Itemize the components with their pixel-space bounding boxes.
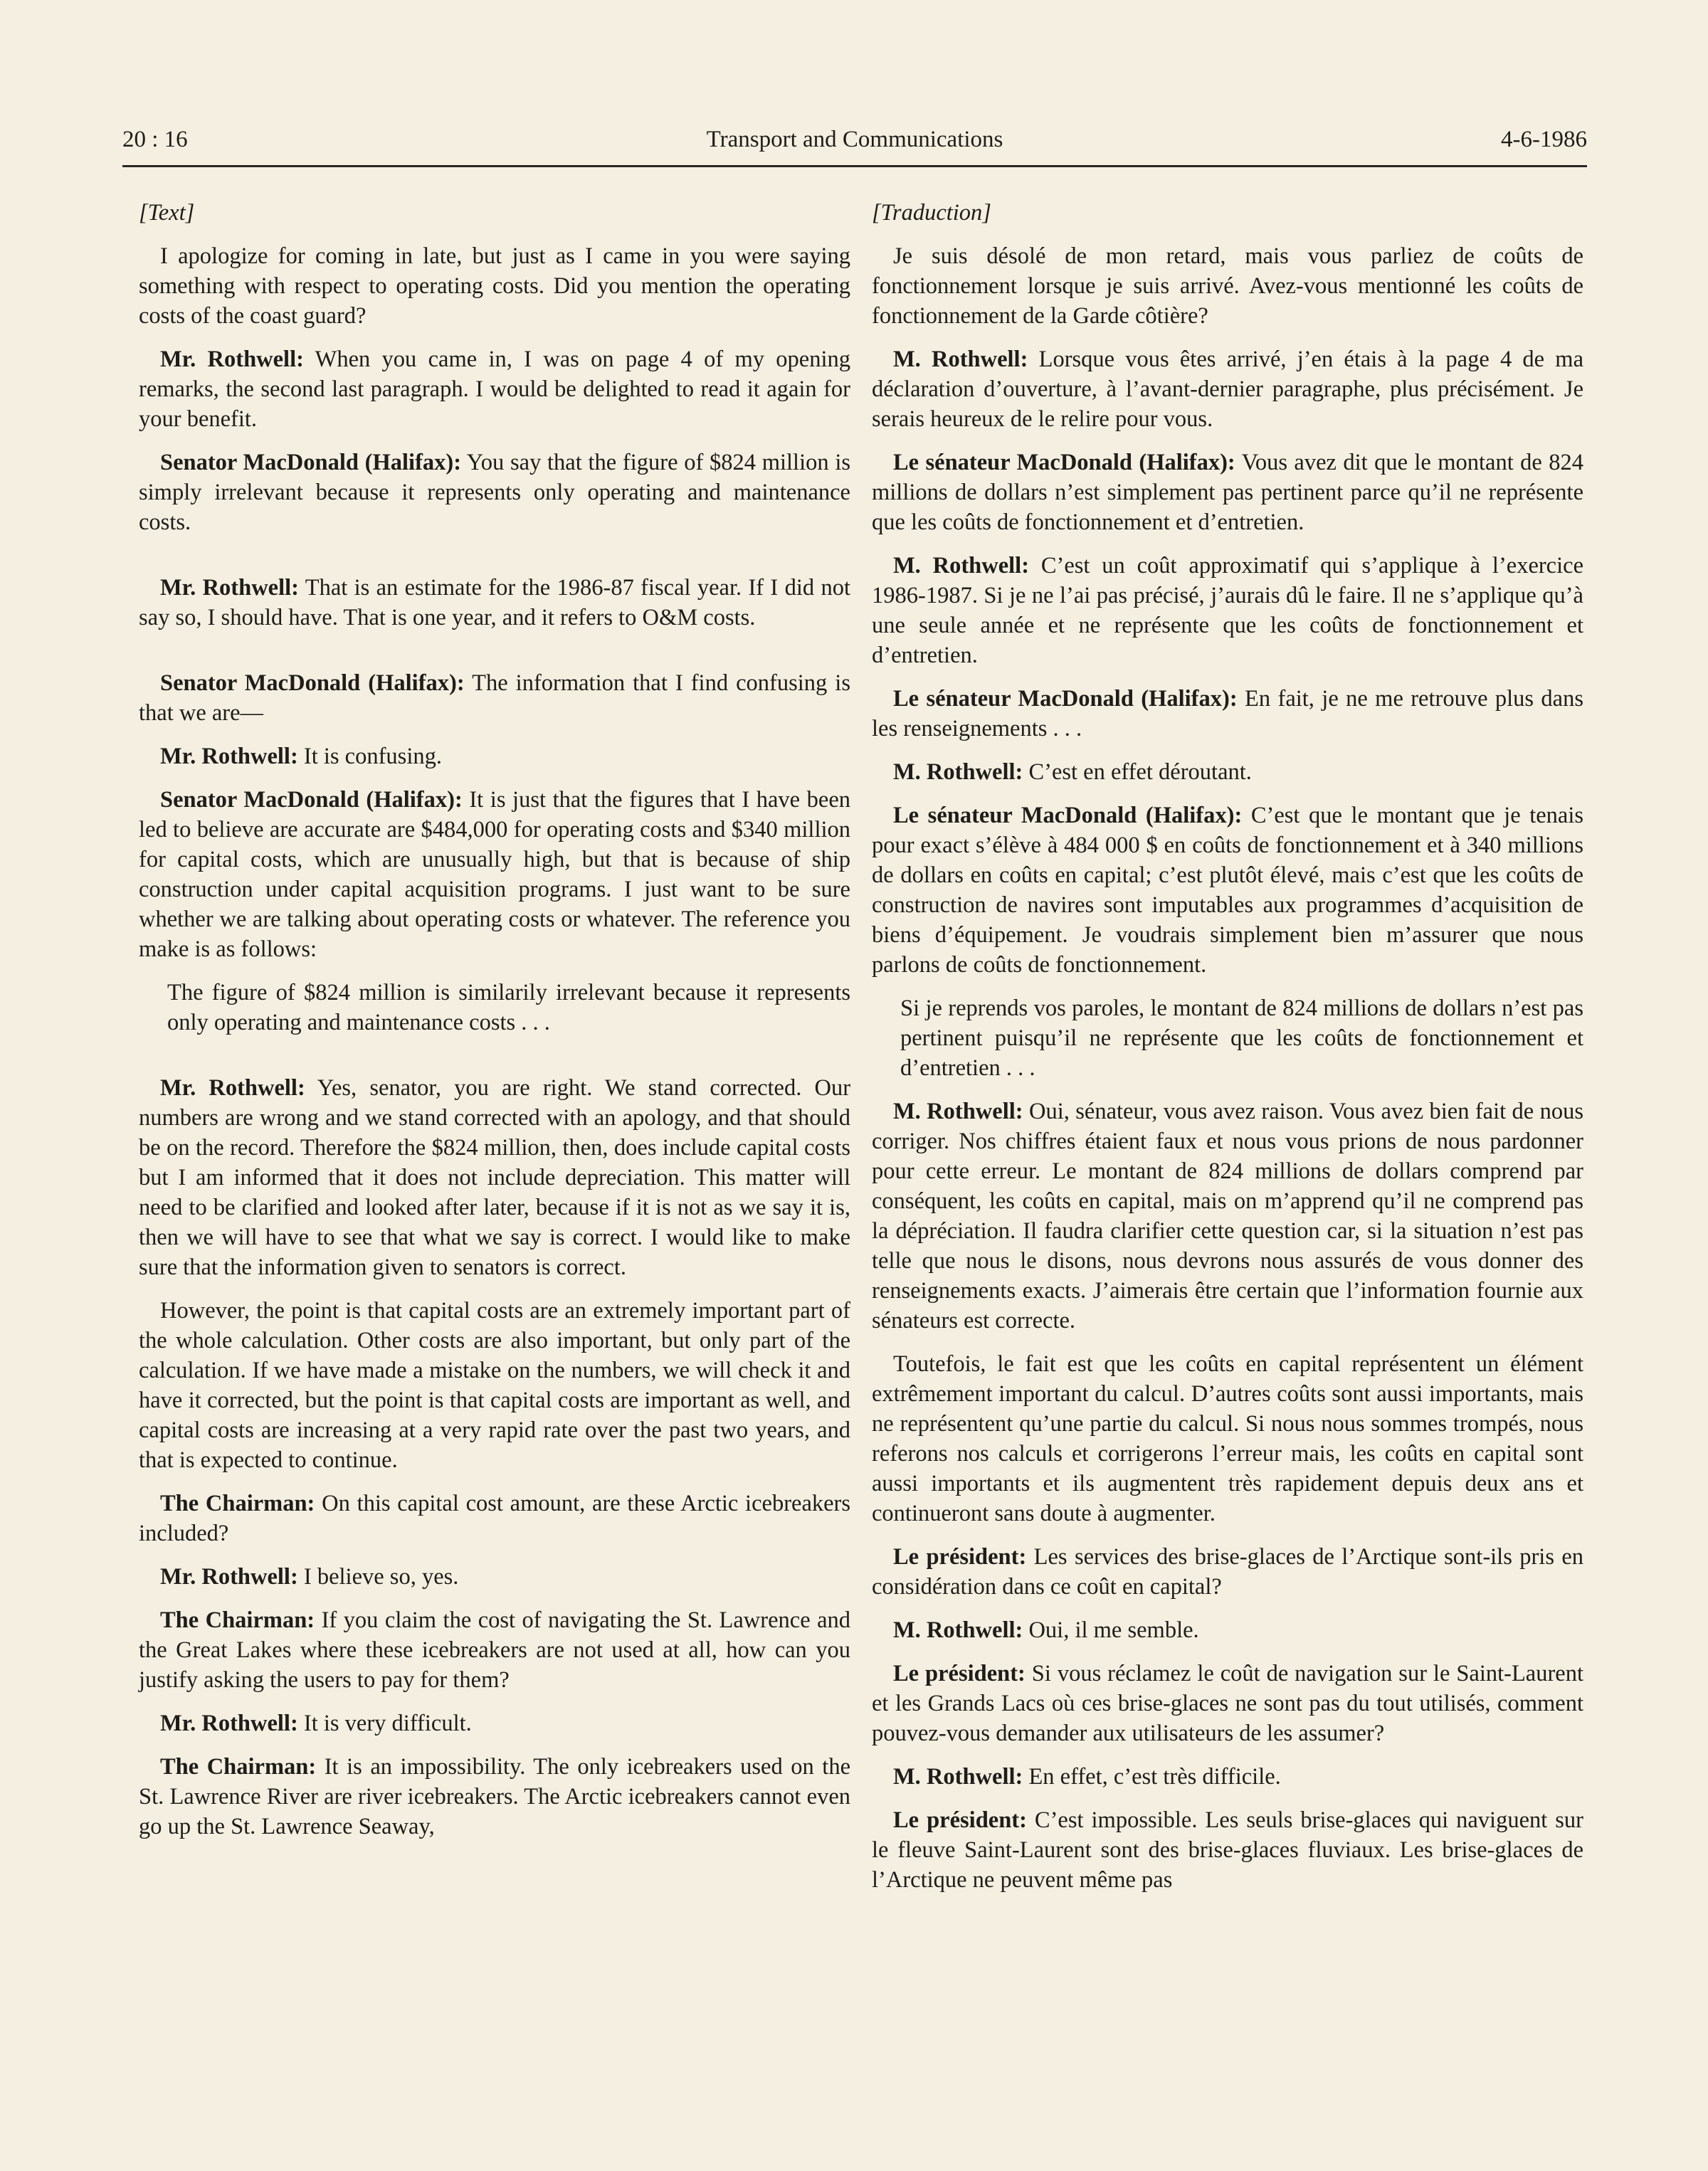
block-quote: The figure of $824 million is similarily irrelevant because it represents only operating and maintenance costs . . .: [167, 980, 850, 1035]
speaker-name: Le président:: [893, 1807, 1027, 1833]
paragraph: However, the point is that capital costs are an extremely important part of the whole calculation. Other costs are also important, but only part of the calculation. If we have made a mistake on the numbers, we will check it and have it corrected, but the point is that capital costs are important as well, and capital costs are increasing at a very rapid rate over the past two years, and that is expected to continue.: [139, 1298, 850, 1473]
speaker-name: The Chairman:: [160, 1491, 315, 1516]
paragraph: I apologize for coming in late, but just as I came in you were saying something with respect to operating costs. Did you mention the operating costs of the coast guard?: [139, 243, 850, 329]
speaker-name: Senator MacDonald (Halifax):: [160, 670, 465, 696]
paragraph: M. Rothwell: Oui, il me semble.: [893, 1617, 1199, 1643]
paragraph: Mr. Rothwell: It is confusing.: [160, 744, 442, 769]
language-label: [Text]: [139, 200, 195, 226]
speaker-name: Mr. Rothwell:: [160, 1075, 305, 1101]
speaker-name: Le sénateur MacDonald (Halifax):: [893, 803, 1243, 828]
speaker-name: Mr. Rothwell:: [160, 744, 298, 769]
speaker-name: M. Rothwell:: [893, 553, 1030, 579]
speaker-name: Mr. Rothwell:: [160, 1711, 298, 1736]
paragraph: M. Rothwell: Lorsque vous êtes arrivé, j’en étais à la page 4 de ma déclaration d’ouverture, à l’avant-dernier paragraphe, plus précisément. Je serais heureux de le relire pour vous.: [872, 347, 1583, 432]
speaker-name: Le sénateur MacDonald (Halifax):: [893, 686, 1238, 712]
speaker-name: M. Rothwell:: [893, 1764, 1023, 1790]
paragraph: Mr. Rothwell: It is very difficult.: [160, 1711, 472, 1736]
french-column: [872, 198, 1583, 1895]
paragraph: Je suis désolé de mon retard, mais vous parliez de coûts de fonctionnement lorsque je suis arrivé. Avez-vous mentionné les coûts de fonctionnement de la Garde côtière?: [872, 243, 1583, 329]
speaker-name: Senator MacDonald (Halifax):: [160, 787, 463, 813]
paragraph: Senator MacDonald (Halifax): The information that I find confusing is that we are—: [139, 670, 850, 726]
paragraph: M. Rothwell: Oui, sénateur, vous avez raison. Vous avez bien fait de nous corriger. Nos chiffres étaient faux et nous vous prions de nous pardonner pour cette erreur. Le montant de 824 millions de dollars comprend par conséquent, les coûts en capital, mais on m’apprend qu’il ne comprend pas la dépréciation. Il faudra clarifier cette question car, si la situation n’est pas telle que nous le disons, nous devrons nous assurés de vous donner des renseignements exacts. J’aimerais être certain que l’information fournie aux sénateurs est correcte.: [872, 1099, 1583, 1333]
paragraph: Mr. Rothwell: When you came in, I was on page 4 of my opening remarks, the second last paragraph. I would be delighted to read it again for your benefit.: [139, 347, 850, 432]
speaker-name: M. Rothwell:: [893, 759, 1023, 785]
paragraph: Le président: C’est impossible. Les seuls brise-glaces qui naviguent sur le fleuve Saint-Laurent sont des brise-glaces fluviaux. Les brise-glaces de l’Arctique ne peuvent même pas: [872, 1807, 1583, 1893]
page-number: 20 : 16: [122, 127, 188, 152]
speaker-name: Le sénateur MacDonald (Halifax):: [893, 450, 1235, 475]
speaker-name: M. Rothwell:: [893, 1617, 1023, 1643]
speaker-name: Mr. Rothwell:: [160, 347, 304, 372]
speaker-name: Le président:: [893, 1661, 1026, 1686]
paragraph: Senator MacDonald (Halifax): You say that the figure of $824 million is simply irrelevant because it represents only operating and maintenance costs.: [139, 450, 850, 535]
page-header: [122, 121, 1587, 167]
speaker-name: Le président:: [893, 1544, 1027, 1570]
paragraph: The Chairman: On this capital cost amount, are these Arctic icebreakers included?: [139, 1491, 851, 1546]
speaker-name: Mr. Rothwell:: [160, 575, 299, 601]
publication-title: Transport and Communications: [706, 127, 1003, 152]
page-date: 4-6-1986: [1501, 127, 1587, 152]
language-label: [Traduction]: [872, 200, 991, 226]
paragraph: Le sénateur MacDonald (Halifax): En fait, je ne me retrouve plus dans les renseignements . . .: [872, 686, 1584, 741]
paragraph: Mr. Rothwell: Yes, senator, you are right. We stand corrected. Our numbers are wrong and we stand corrected with an apology, and that should be on the record. Therefore the $824 million, then, does include capital costs but I am informed that it does not include depreciation. This matter will need to be clarified and looked after later, because if it is not as we say it is, then we will have to see that what we say is correct. I would like to make sure that the information given to senators is correct.: [139, 1075, 851, 1280]
paragraph: M. Rothwell: En effet, c’est très difficile.: [893, 1764, 1281, 1790]
speaker-name: The Chairman:: [160, 1754, 317, 1780]
speaker-name: M. Rothwell:: [893, 1099, 1023, 1124]
english-column: [139, 198, 850, 1842]
speaker-name: M. Rothwell:: [893, 347, 1028, 372]
paragraph: M. Rothwell: C’est un coût approximatif qui s’applique à l’exercice 1986-1987. Si je ne l’ai pas précisé, j’aurais dû le faire. Il ne s’applique qu’à une seule année et ne représente que les coûts de fonctionnement et d’entretien.: [872, 553, 1583, 668]
block-quote: Si je reprends vos paroles, le montant de 824 millions de dollars n’est pas pertinent puisqu’il ne représente que les coûts de fonctionnement et d’entretien . . .: [900, 995, 1583, 1081]
paragraph: Le sénateur MacDonald (Halifax): Vous avez dit que le montant de 824 millions de dollars n’est simplement pas pertinent parce qu’il ne représente que les coûts de fonctionnement et d’entretien.: [872, 450, 1583, 535]
speaker-name: Senator MacDonald (Halifax):: [160, 450, 462, 475]
paragraph: M. Rothwell: C’est en effet déroutant.: [893, 759, 1252, 785]
speaker-name: Mr. Rothwell:: [160, 1564, 298, 1590]
paragraph: Senator MacDonald (Halifax): It is just that the figures that I have been led to believe are accurate are $484,000 for operating costs and $340 million for capital costs, which are unusually high, but that is because of ship construction under capital acquisition programs. I just want to be sure whether we are talking about operating costs or whatever. The reference you make is as follows:: [139, 787, 850, 962]
paragraph: Toutefois, le fait est que les coûts en capital représentent un élément extrêmement important du calcul. D’autres coûts sont aussi importants, mais ne représentent qu’une partie du calcul. Si nous nous sommes trompés, nous referons nos calculs et corrigerons l’erreur mais, les coûts en capital sont aussi importants et ils augmentent très rapidement depuis deux ans et continueront sans doute à augmenter.: [872, 1351, 1583, 1526]
paragraph: Mr. Rothwell: I believe so, yes.: [160, 1564, 459, 1590]
paragraph: Le président: Les services des brise-glaces de l’Arctique sont-ils pris en considération dans ce coût en capital?: [872, 1544, 1584, 1600]
paragraph: The Chairman: It is an impossibility. The only icebreakers used on the St. Lawrence River are river icebreakers. The Arctic icebreakers cannot even go up the St. Lawrence Seaway,: [139, 1754, 850, 1839]
paragraph: The Chairman: If you claim the cost of navigating the St. Lawrence and the Great Lakes where these icebreakers are not used at all, how can you justify asking the users to pay for them?: [139, 1607, 851, 1693]
paragraph: Le sénateur MacDonald (Halifax): C’est que le montant que je tenais pour exact s’élève à 484 000 $ en coûts de fonctionnement et à 340 millions de dollars en coûts en capital; c’est plutôt élevé, mais c’est que les coûts de construction de navires sont imputables aux programmes d’acquisition de biens d’équipement. Je voudrais simplement bien m’assurer que nous parlons de coûts de fonctionnement.: [872, 803, 1584, 978]
paragraph: Le président: Si vous réclamez le coût de navigation sur le Saint-Laurent et les Grands Lacs où ces brise-glaces ne sont pas du tout utilisés, comment pouvez-vous demander aux utilisateurs de les assumer?: [872, 1661, 1584, 1746]
speaker-name: The Chairman:: [160, 1607, 315, 1633]
paragraph: Mr. Rothwell: That is an estimate for the 1986-87 fiscal year. If I did not say so, I should have. That is one year, and it refers to O&M costs.: [139, 575, 850, 630]
